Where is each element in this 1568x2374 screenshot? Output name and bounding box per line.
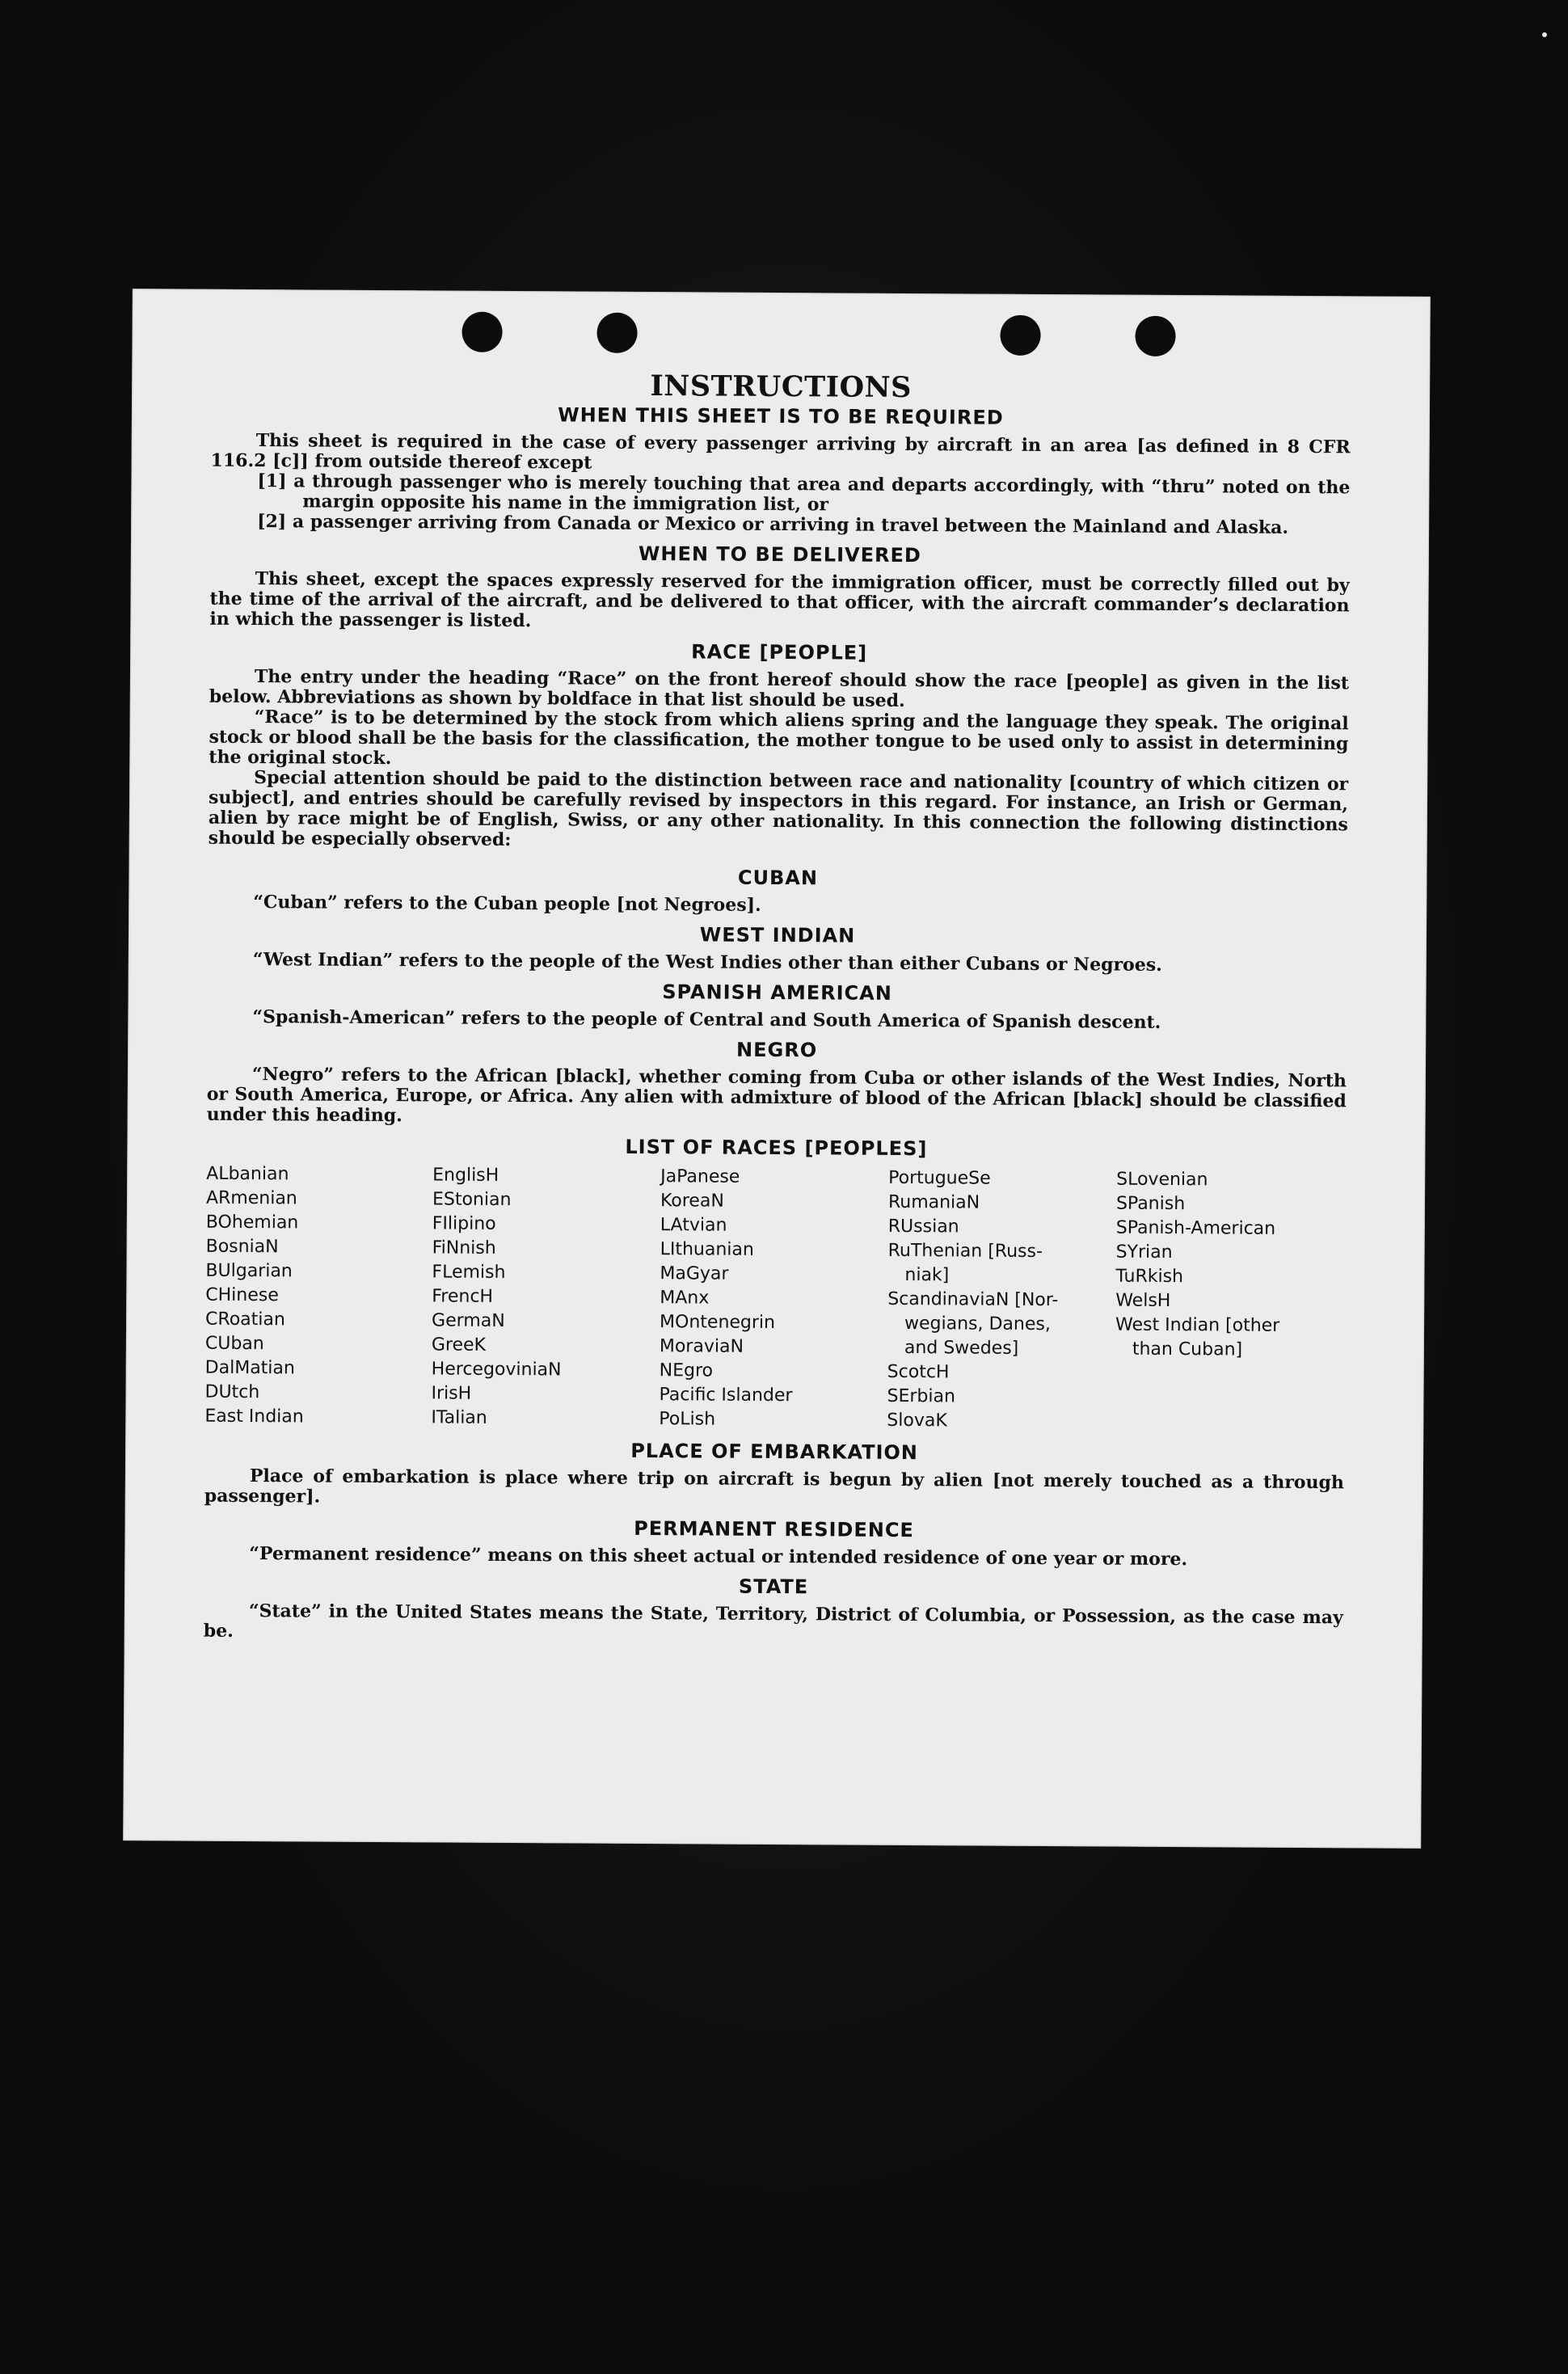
heading-west-indian: WEST INDIAN	[699, 923, 856, 947]
punch-hole	[462, 312, 502, 352]
spanish-american-text: “Spanish-American” refers to the people of Central and South America of Spanish descent.	[252, 1006, 1161, 1033]
race-entry: JaPanese	[660, 1166, 740, 1187]
punch-hole	[1135, 316, 1175, 356]
race-paragraph-3: Special attention should be paid to the distinction between race and nationality [country of which citizen or subject], and entries should be carefully revised by inspectors in this regard. For instance, an Irish or German, alien by race might be of English, Swiss, or any other nationality. In this connection the following distinctions should be especially observed:	[208, 767, 1349, 850]
race-entry: DUtch	[204, 1381, 260, 1403]
heading-list-of-races: LIST OF RACES [PEOPLES]	[625, 1135, 928, 1161]
race-entry: MOntenegrin	[660, 1312, 776, 1333]
race-entry: KoreaN	[660, 1191, 724, 1212]
race-entry: GreeK	[431, 1335, 487, 1356]
state-text: “State” in the United States means the State, Territory, District of Columbia, or Possession, as the case may be.	[203, 1600, 1343, 1642]
race-entry: LIthuanian	[660, 1239, 754, 1260]
heading-permanent-residence: PERMANENT RESIDENCE	[634, 1516, 914, 1542]
race-entry: SPanish	[1115, 1193, 1186, 1215]
race-entry: SYrian	[1115, 1242, 1173, 1263]
races-column	[887, 1166, 1116, 1435]
races-list	[204, 1162, 1346, 1436]
race-entry: PortugueSe	[888, 1167, 991, 1189]
race-entry: ITalian	[431, 1407, 487, 1428]
race-entry: West Indian [other	[1115, 1314, 1280, 1336]
race-entry: BUlgarian	[205, 1260, 293, 1282]
residence-text: “Permanent residence” means on this sheet actual or intended residence of one year or more.	[249, 1543, 1188, 1571]
race-entry: CHinese	[205, 1284, 279, 1306]
race-entry: MaGyar	[660, 1263, 729, 1284]
races-column	[659, 1165, 888, 1433]
race-entry: ScandinaviaN [Nor-	[887, 1288, 1059, 1311]
page-title: INSTRUCTIONS	[650, 369, 912, 405]
race-entry: EStonian	[432, 1189, 512, 1210]
race-entry: NEgro	[659, 1360, 714, 1381]
race-entry: FLemish	[432, 1262, 506, 1283]
race-entry: and Swedes]	[887, 1337, 1019, 1359]
race-entry: HercegoviniaN	[431, 1359, 562, 1381]
race-paragraph-1: The entry under the heading “Race” on the front hereof should show the race [people] as given in the list below. Abbreviations as shown by boldface in that list should be used.	[209, 666, 1350, 711]
race-entry: than Cuban]	[1115, 1339, 1243, 1360]
west-indian-text: “West Indian” refers to the people of the West Indies other than either Cubans or Negroes.	[252, 949, 1162, 976]
race-entry: ARmenian	[205, 1187, 297, 1209]
race-entry: SErbian	[887, 1385, 956, 1407]
race-entry: IrisH	[431, 1383, 472, 1404]
race-entry: MoraviaN	[659, 1336, 744, 1357]
race-entry: SlovaK	[887, 1410, 947, 1432]
race-entry: CUban	[204, 1333, 264, 1355]
cuban-text: “Cuban” refers to the Cuban people [not Negroes].	[253, 892, 761, 916]
race-entry: MAnx	[660, 1288, 710, 1309]
race-entry: BosniaN	[205, 1236, 279, 1258]
race-entry: GermaN	[432, 1310, 505, 1331]
instruction-sheet	[123, 289, 1431, 1849]
embarkation-text: Place of embarkation is place where trip on aircraft is begun by alien [not merely touched as a through passenger].	[204, 1465, 1344, 1507]
required-intro: This sheet is required in the case of every passenger arriving by aircraft in an area [as defined in 8 CFR 116.2 [c]] from outside thereof except	[210, 430, 1351, 474]
heading-cuban: CUBAN	[737, 866, 819, 890]
heading-when-required: WHEN THIS SHEET IS TO BE REQUIRED	[558, 403, 1004, 429]
race-entry: SPanish-American	[1115, 1217, 1276, 1239]
race-entry: TuRkish	[1115, 1266, 1184, 1288]
race-entry: LAtvian	[660, 1215, 727, 1236]
race-entry: SLovenian	[1116, 1169, 1208, 1191]
race-entry: DalMatian	[204, 1357, 295, 1379]
race-paragraph-2: “Race” is to be determined by the stock from which aliens spring and the language they speak. The original stock or blood shall be the basis for the classification, the mother tongue to be used only to assist in determining the original stock.	[209, 706, 1349, 770]
heading-negro: NEGRO	[736, 1038, 818, 1062]
required-exception-2: [2] a passenger arriving from Canada or Mexico or arriving in travel between the Mainland and Alaska.	[257, 511, 1289, 538]
heading-spanish-american: SPANISH AMERICAN	[662, 980, 892, 1005]
heading-place-of-embarkation: PLACE OF EMBARKATION	[630, 1439, 919, 1465]
race-entry: East Indian	[204, 1406, 304, 1427]
races-column	[1115, 1168, 1346, 1436]
race-entry: BOhemian	[205, 1212, 299, 1233]
race-entry: EnglisH	[432, 1165, 499, 1186]
heading-state: STATE	[738, 1575, 809, 1599]
race-entry: ALbanian	[206, 1163, 289, 1185]
race-entry: CRoatian	[205, 1309, 285, 1330]
dust-speck	[1542, 32, 1547, 37]
sheet-content	[204, 367, 1351, 1649]
race-entry: RUssian	[887, 1216, 959, 1238]
race-entry: RumaniaN	[887, 1191, 980, 1213]
race-entry: PoLish	[659, 1409, 716, 1430]
race-entry: FrencH	[432, 1286, 494, 1307]
negro-text: “Negro” refers to the African [black], whether coming from Cuba or other islands of the West Indies, North or South America, Europe, or Africa. Any alien with admixture of blood of the African [black] should be classified under this heading.	[206, 1064, 1347, 1127]
races-column	[431, 1163, 660, 1432]
race-entry: Pacific Islander	[659, 1385, 793, 1406]
race-entry: FiNnish	[432, 1238, 496, 1259]
race-entry: FIlipino	[432, 1213, 496, 1234]
race-entry: ScotcH	[887, 1361, 950, 1383]
race-entry: niak]	[887, 1264, 950, 1286]
races-column	[204, 1162, 432, 1431]
heading-race: RACE [PEOPLE]	[691, 640, 868, 664]
delivered-text: This sheet, except the spaces expressly reserved for the immigration officer, must be correctly filled out by the time of the arrival of the aircraft, and be delivered to that officer, with the aircraft commander’s declaration in which the passenger is listed.	[209, 568, 1350, 632]
punch-hole	[596, 313, 637, 353]
required-exception-1: [1] a through passenger who is merely touching that area and departs accordingly, with “thru” noted on the margin opposite his name in the immigration list, or	[257, 470, 1351, 516]
race-entry: RuThenian [Russ-	[887, 1240, 1043, 1263]
punch-hole	[1000, 315, 1040, 356]
heading-when-delivered: WHEN TO BE DELIVERED	[638, 542, 921, 567]
race-entry: wegians, Danes,	[887, 1313, 1051, 1335]
race-entry: WelsH	[1115, 1290, 1171, 1311]
